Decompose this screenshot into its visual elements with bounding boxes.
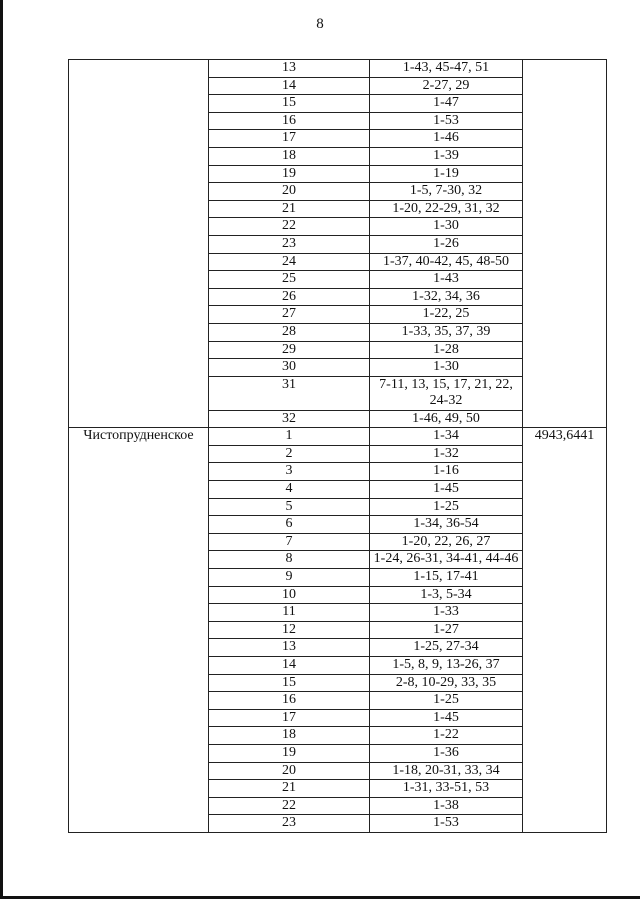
allotments-cell: 1-34 [370,428,523,446]
quarter-number-cell: 19 [209,165,370,183]
quarter-number-cell: 4 [209,481,370,499]
quarter-number-cell: 30 [209,359,370,377]
allotments-cell: 1-25 [370,498,523,516]
allotments-cell: 1-5, 7-30, 32 [370,183,523,201]
allotments-cell: 1-45 [370,709,523,727]
quarter-number-cell: 6 [209,516,370,534]
allotments-cell: 1-32 [370,445,523,463]
quarter-number-cell: 13 [209,60,370,78]
quarter-number-cell: 7 [209,533,370,551]
allotments-cell: 1-19 [370,165,523,183]
quarter-number-cell: 2 [209,445,370,463]
quarters-table-body [69,60,607,833]
quarter-number-cell: 5 [209,498,370,516]
allotments-cell: 1-38 [370,797,523,815]
allotments-cell: 1-34, 36-54 [370,516,523,534]
allotments-cell: 1-43, 45-47, 51 [370,60,523,78]
allotments-cell: 1-18, 20-31, 33, 34 [370,762,523,780]
allotments-cell: 1-43 [370,271,523,289]
quarter-number-cell: 16 [209,112,370,130]
allotments-cell: 1-31, 33-51, 53 [370,780,523,798]
allotments-cell: 1-27 [370,621,523,639]
quarter-number-cell: 21 [209,780,370,798]
forestry-name-cell: Чистопрудненское [69,428,209,833]
quarter-number-cell: 23 [209,235,370,253]
page-number: 8 [316,16,324,32]
quarter-number-cell: 32 [209,410,370,428]
scan-edge-left [0,0,3,899]
allotments-cell: 1-24, 26-31, 34-41, 44-46 [370,551,523,569]
allotments-cell: 1-25 [370,692,523,710]
table-row [69,428,607,446]
quarter-number-cell: 27 [209,306,370,324]
quarter-number-cell: 22 [209,218,370,236]
quarter-number-cell: 17 [209,130,370,148]
allotments-cell: 1-16 [370,463,523,481]
quarter-number-cell: 11 [209,604,370,622]
allotments-cell: 1-53 [370,112,523,130]
allotments-cell: 1-28 [370,341,523,359]
quarter-number-cell: 26 [209,288,370,306]
allotments-cell: 7-11, 13, 15, 17, 21, 22, 24-32 [370,376,523,410]
quarter-number-cell: 10 [209,586,370,604]
quarter-number-cell: 23 [209,815,370,833]
quarter-number-cell: 25 [209,271,370,289]
quarter-number-cell: 19 [209,744,370,762]
allotments-cell: 1-25, 27-34 [370,639,523,657]
quarter-number-cell: 16 [209,692,370,710]
allotments-cell: 1-3, 5-34 [370,586,523,604]
allotments-cell: 1-32, 34, 36 [370,288,523,306]
allotments-cell: 1-45 [370,481,523,499]
quarter-number-cell: 13 [209,639,370,657]
allotments-cell: 1-33, 35, 37, 39 [370,323,523,341]
quarter-number-cell: 1 [209,428,370,446]
allotments-cell: 1-39 [370,147,523,165]
quarter-number-cell: 24 [209,253,370,271]
allotments-cell: 1-36 [370,744,523,762]
allotments-cell: 1-20, 22, 26, 27 [370,533,523,551]
quarter-number-cell: 17 [209,709,370,727]
allotments-cell: 2-8, 10-29, 33, 35 [370,674,523,692]
forestry-name-cell [69,60,209,428]
quarter-number-cell: 22 [209,797,370,815]
allotments-cell: 1-30 [370,218,523,236]
allotments-cell: 1-47 [370,95,523,113]
allotments-cell: 1-26 [370,235,523,253]
allotments-cell: 1-5, 8, 9, 13-26, 37 [370,657,523,675]
allotments-cell: 1-53 [370,815,523,833]
allotments-cell: 1-46 [370,130,523,148]
allotments-cell: 1-46, 49, 50 [370,410,523,428]
allotments-cell: 2-27, 29 [370,77,523,95]
allotments-cell: 1-33 [370,604,523,622]
quarter-number-cell: 20 [209,762,370,780]
quarter-number-cell: 15 [209,674,370,692]
allotments-cell: 1-22, 25 [370,306,523,324]
quarter-number-cell: 14 [209,77,370,95]
quarter-number-cell: 9 [209,569,370,587]
allotments-cell: 1-37, 40-42, 45, 48-50 [370,253,523,271]
area-cell: 4943,6441 [523,428,607,833]
quarter-number-cell: 14 [209,657,370,675]
allotments-cell: 1-30 [370,359,523,377]
quarter-number-cell: 29 [209,341,370,359]
quarter-number-cell: 31 [209,376,370,410]
quarter-number-cell: 20 [209,183,370,201]
quarter-number-cell: 21 [209,200,370,218]
quarter-number-cell: 18 [209,727,370,745]
quarter-number-cell: 8 [209,551,370,569]
quarter-number-cell: 3 [209,463,370,481]
allotments-cell: 1-15, 17-41 [370,569,523,587]
quarter-number-cell: 28 [209,323,370,341]
quarter-number-cell: 12 [209,621,370,639]
quarters-table [68,59,607,833]
quarter-number-cell: 18 [209,147,370,165]
allotments-cell: 1-20, 22-29, 31, 32 [370,200,523,218]
allotments-cell: 1-22 [370,727,523,745]
area-cell [523,60,607,428]
table-row [69,60,607,78]
quarter-number-cell: 15 [209,95,370,113]
